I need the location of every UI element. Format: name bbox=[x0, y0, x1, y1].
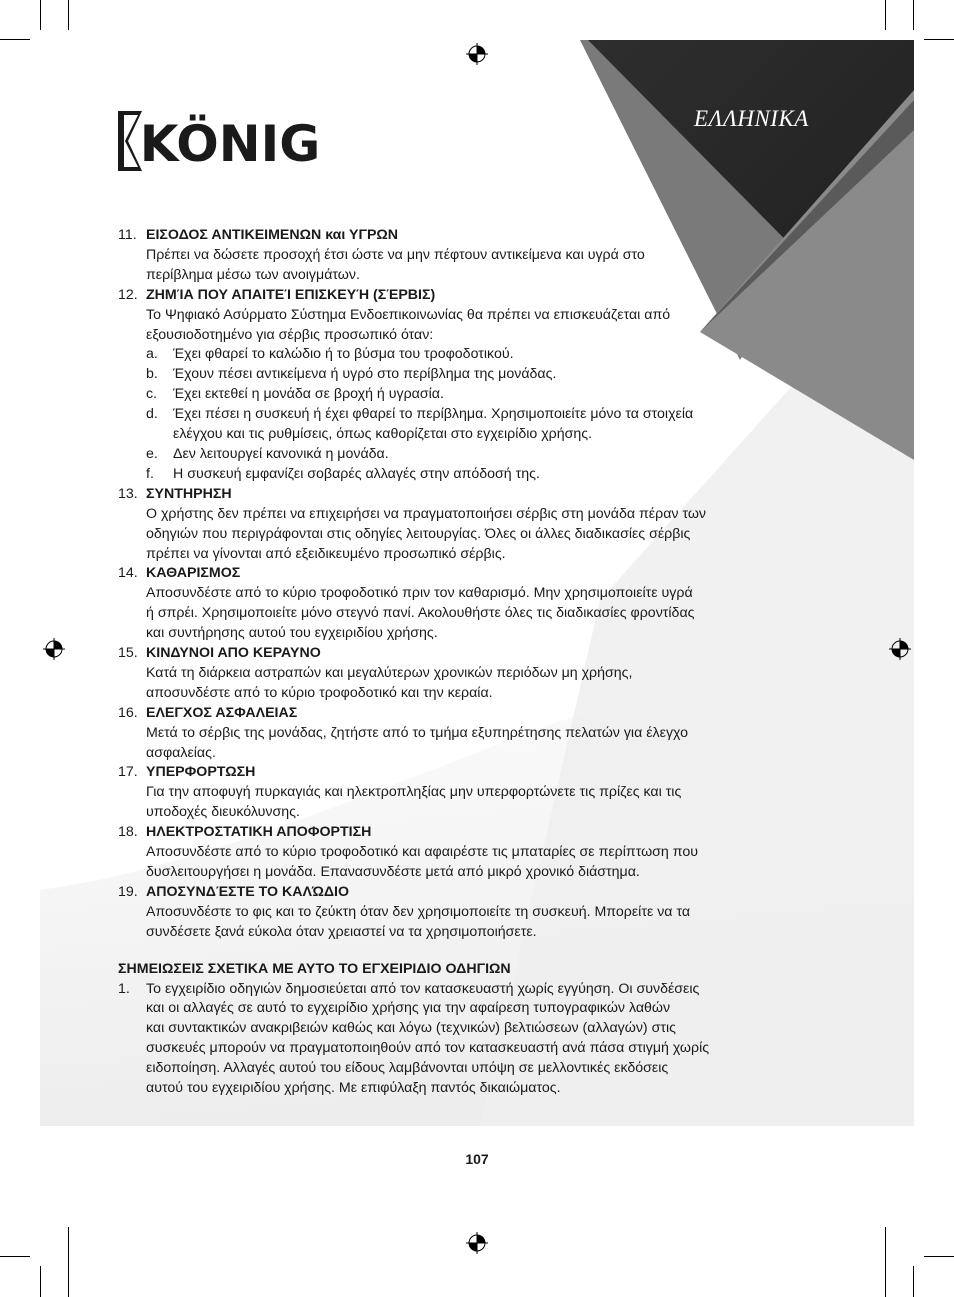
crop-mark bbox=[924, 1256, 954, 1257]
sub-list-item bbox=[146, 405, 768, 445]
item-number: 16. bbox=[118, 704, 138, 721]
sub-list-item bbox=[146, 385, 768, 405]
item-text-line: Αποσυνδέστε το φις και το ζεύκτη όταν δεν χρησιμοποιείτε τη συσκευή. Μπορείτε να τα bbox=[146, 903, 691, 920]
item-number: 1. bbox=[118, 980, 130, 997]
item-text-line: υποδοχές διευκόλυνσης. bbox=[146, 804, 300, 821]
svg-text:KÖNIG: KÖNIG bbox=[139, 115, 321, 171]
crop-mark bbox=[68, 1227, 69, 1297]
item-text-line: Ο χρήστης δεν πρέπει να επιχειρήσει να πραγματοποιήσει σέρβις στη μονάδα πέραν των bbox=[146, 505, 707, 522]
notes-heading: ΣΗΜΕΙΩΣΕΙΣ ΣΧΕΤΙΚΑ ΜΕ ΑΥΤΟ ΤΟ ΕΓΧΕΙΡΙΔΙΟ ΟΔΗΓΙΩΝ bbox=[118, 960, 511, 977]
registration-mark-icon bbox=[43, 638, 65, 660]
item-text-line: Το Ψηφιακό Ασύρματο Σύστημα Ενδοεπικοινωνίας θα πρέπει να επισκευάζεται από bbox=[146, 306, 671, 323]
list-item bbox=[118, 823, 768, 883]
sub-item-text-line: ελέγχου και τις ρυθμίσεις, όπως καθορίζεται στο εγχειρίδιο χρήσης. bbox=[173, 426, 593, 443]
item-text-line: και οι αλλαγές σε αυτό το εγχειρίδιο χρήσης για την αφαίρεση τυπογραφικών λαθών bbox=[146, 1000, 671, 1017]
item-heading: ΚΙΝΔΥΝΟΙ ΑΠΟ ΚΕΡΑΥΝΟ bbox=[146, 645, 321, 662]
registration-mark-icon bbox=[466, 1232, 488, 1254]
sub-item-letter: a. bbox=[146, 346, 158, 363]
notes-list-item bbox=[118, 980, 768, 1099]
item-number: 11. bbox=[118, 227, 137, 243]
crop-mark bbox=[40, 0, 41, 30]
item-number: 18. bbox=[118, 824, 138, 841]
sub-item-text-line: Η συσκευή εμφανίζει σοβαρές αλλαγές στην απόδοσή της. bbox=[173, 465, 540, 482]
registration-mark-icon bbox=[889, 638, 911, 660]
crop-mark bbox=[0, 1256, 30, 1257]
item-text-line: Για την αποφυγή πυρκαγιάς και ηλεκτροπληξίας μην υπερφορτώνετε τις πρίζες και τις bbox=[146, 784, 682, 801]
item-heading: ΥΠΕΡΦΟΡΤΩΣΗ bbox=[146, 764, 256, 781]
item-number: 12. bbox=[118, 286, 138, 303]
sub-list-item bbox=[146, 445, 768, 465]
item-heading: ΗΛΕΚΤΡΟΣΤΑΤΙΚΗ ΑΠΟΦΟΡΤΙΣΗ bbox=[146, 824, 372, 841]
crop-mark bbox=[68, 0, 69, 30]
sub-item-text-line: Έχει φθαρεί το καλώδιο ή το βύσμα του τροφοδοτικού. bbox=[173, 346, 514, 363]
item-text-line: και συντακτικών ανακριβειών καθώς και λόγω (τεχνικών) βελτιώσεων (αλλαγών) στις bbox=[146, 1020, 676, 1037]
item-text-line: Μετά το σέρβις της μονάδας, ζητήστε από το τμήμα εξυπηρέτησης πελατών για έλεγχο bbox=[146, 724, 689, 741]
crop-mark bbox=[0, 39, 30, 40]
list-item bbox=[118, 763, 768, 823]
item-heading: ΕΙΣΟΔΟΣ ΑΝΤΙΚΕΙΜΕΝΩΝ και ΥΓΡΩΝ bbox=[146, 227, 399, 243]
item-text-line: ή σπρέι. Χρησιμοποιείτε μόνο στεγνό πανί. Ακολουθήστε όλες τις διαδικασίες φροντίδας bbox=[146, 605, 695, 622]
document-body bbox=[118, 226, 768, 1099]
item-number: 14. bbox=[118, 565, 138, 582]
sub-list-item bbox=[146, 365, 768, 385]
registration-mark-icon bbox=[466, 43, 488, 65]
crop-mark bbox=[924, 39, 954, 40]
item-number: 19. bbox=[118, 883, 138, 900]
crop-mark bbox=[885, 0, 886, 30]
item-text-line: αποσυνδέστε από το κύριο τροφοδοτικό και την κεραία. bbox=[146, 684, 493, 701]
sub-item-text-line: Δεν λειτουργεί κανονικά η μονάδα. bbox=[173, 445, 389, 462]
crop-mark bbox=[40, 1266, 41, 1297]
item-number: 17. bbox=[118, 764, 138, 781]
sub-item-text-line: Έχουν πέσει αντικείμενα ή υγρό στο περίβλημα της μονάδας. bbox=[173, 366, 557, 383]
item-text-line: ασφαλείας. bbox=[146, 744, 216, 761]
item-text-line: αυτού του εγχειριδίου χρήσης. Με επιφύλαξη παντός δικαιώματος. bbox=[146, 1080, 561, 1097]
item-heading: ΣΥΝΤΗΡΗΣΗ bbox=[146, 485, 232, 502]
item-heading: ΚΑΘΑΡΙΣΜΟΣ bbox=[146, 565, 241, 582]
sub-item-text-line: Έχει εκτεθεί η μονάδα σε βροχή ή υγρασία. bbox=[173, 386, 444, 403]
list-item bbox=[118, 485, 768, 565]
item-text-line: εξουσιοδοτημένο για σέρβις προσωπικό όταν: bbox=[146, 326, 434, 343]
konig-logo bbox=[118, 111, 342, 171]
crop-mark bbox=[913, 1266, 914, 1297]
item-text-line: συνδέσετε ξανά εύκολα όταν χρειαστεί να τα χρησιμοποιήσετε. bbox=[146, 923, 537, 940]
item-heading: ΖΗΜΊΑ ΠΟΥ ΑΠΑΙΤΕΊ ΕΠΙΣΚΕΥΉ (ΣΈΡΒΙΣ) bbox=[146, 286, 436, 303]
crop-mark bbox=[913, 0, 914, 30]
item-text-line: πρέπει να γίνονται από εξειδικευμένο προσωπικό σέρβις. bbox=[146, 545, 506, 562]
sub-item-letter: d. bbox=[146, 406, 158, 423]
sub-item-letter: e. bbox=[146, 445, 158, 462]
list-item bbox=[118, 286, 768, 485]
crop-mark bbox=[885, 1227, 886, 1297]
item-text-line: Αποσυνδέστε από το κύριο τροφοδοτικό πριν τον καθαρισμό. Μην χρησιμοποιείτε υγρά bbox=[146, 585, 693, 602]
list-item bbox=[118, 644, 768, 704]
item-number: 15. bbox=[118, 645, 138, 662]
item-text-line: Πρέπει να δώσετε προσοχή έτσι ώστε να μην πέφτουν αντικείμενα και υγρά στο bbox=[146, 246, 645, 263]
list-item bbox=[118, 883, 768, 943]
item-text-line: Κατά τη διάρκεια αστραπών και μεγαλύτερων χρονικών περιόδων μη χρήσης, bbox=[146, 664, 633, 681]
item-text-line: Αποσυνδέστε από το κύριο τροφοδοτικό και αφαιρέστε τις μπαταρίες σε περίπτωση που bbox=[146, 844, 698, 861]
item-text-line: Το εγχειρίδιο οδηγιών δημοσιεύεται από τον κατασκευαστή χωρίς εγγύηση. Οι συνδέσεις bbox=[146, 980, 700, 997]
list-item bbox=[118, 226, 768, 286]
sub-item-letter: f. bbox=[146, 465, 154, 482]
language-label: ΕΛΛΗΝΙΚΑ bbox=[694, 106, 809, 131]
item-number: 13. bbox=[118, 485, 138, 502]
item-text-line: περίβλημα μέσω των ανοιγμάτων. bbox=[146, 266, 360, 283]
item-text-line: συσκευές μπορούν να πραγματοποιηθούν από τον κατασκευαστή ανά πάσα στιγμή χωρίς bbox=[146, 1040, 710, 1057]
sub-item-letter: b. bbox=[146, 366, 158, 383]
list-item bbox=[118, 704, 768, 764]
page-number: 107 bbox=[465, 1151, 489, 1167]
sub-list-item bbox=[146, 465, 768, 485]
item-text-line: και συντήρησης αυτού του εγχειριδίου χρήσης. bbox=[146, 625, 438, 642]
sub-item-letter: c. bbox=[146, 386, 158, 403]
item-heading: ΑΠΟΣΥΝΔΈΣΤΕ ΤΟ ΚΑΛΏΔΙΟ bbox=[146, 883, 350, 900]
sub-item-text-line: Έχει πέσει η συσκευή ή έχει φθαρεί το περίβλημα. Χρησιμοποιείτε μόνο τα στοιχεία bbox=[173, 406, 694, 423]
sub-list-item bbox=[146, 345, 768, 365]
item-text-line: δυσλειτουργήσει η μονάδα. Επανασυνδέστε μετά από μικρό χρονικό διάστημα. bbox=[146, 864, 640, 880]
item-text-line: οδηγιών που περιγράφονται στις οδηγίες λειτουργίας. Όλες οι άλλες διαδικασίες σέρβις bbox=[146, 525, 691, 542]
item-heading: ΕΛΕΓΧΟΣ ΑΣΦΑΛΕΙΑΣ bbox=[146, 704, 298, 721]
item-text-line: ειδοποίηση. Αλλαγές αυτού του είδους λαμβάνονται υπόψη σε μελλοντικές εκδόσεις bbox=[146, 1060, 669, 1077]
list-item bbox=[118, 564, 768, 644]
